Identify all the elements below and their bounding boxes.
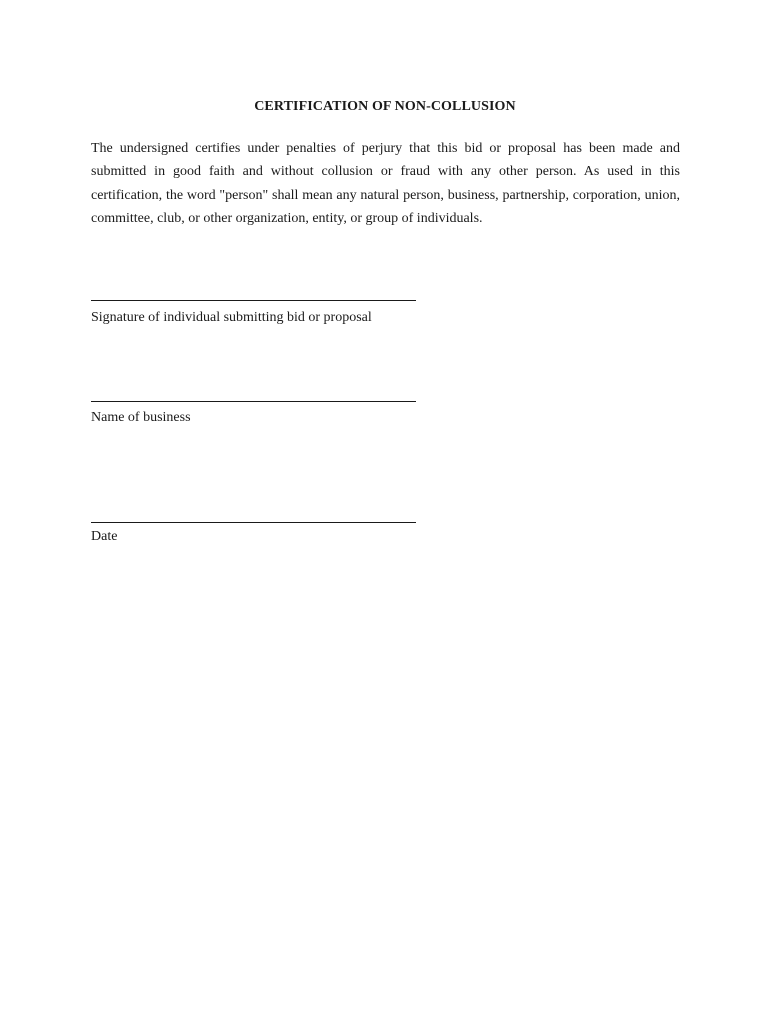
document-title: CERTIFICATION OF NON-COLLUSION (254, 99, 516, 114)
certification-statement: The undersigned certifies under penalties of perjury that this bid or proposal has been made and submitted in good faith and without collusion or fraud with any other person. As used in this certification, the word "person" shall mean any natural person, business, partnership, corporation, union, committee, club, or other organization, entity, or group of individuals. (91, 141, 680, 226)
signature-label: Signature of individual submitting bid or proposal (91, 310, 372, 325)
signature-line (91, 300, 416, 301)
business-name-line (91, 401, 416, 402)
business-name-label: Name of business (91, 410, 191, 425)
date-label: Date (91, 529, 118, 544)
date-line (91, 522, 416, 523)
